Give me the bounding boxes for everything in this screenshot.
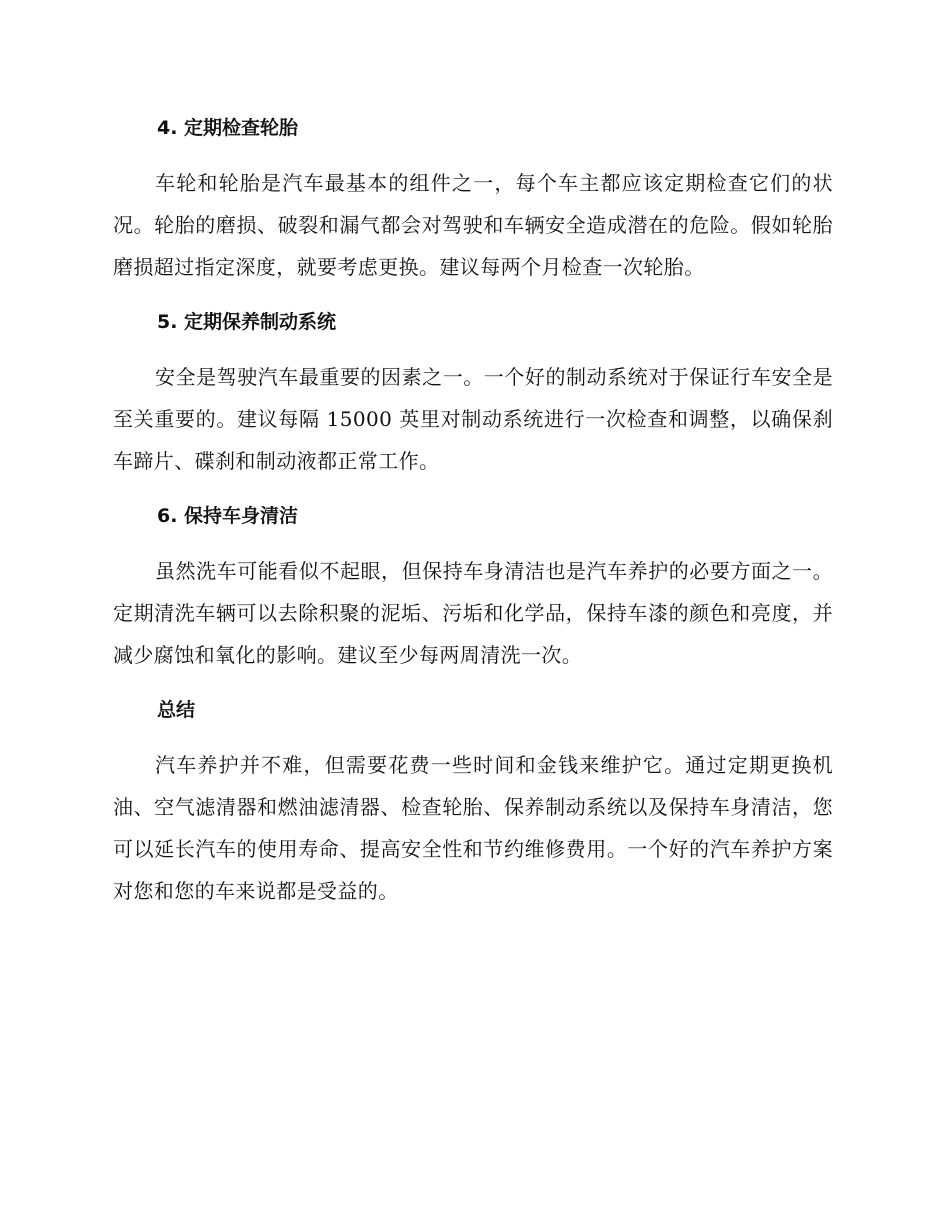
section-body-summary: 汽车养护并不难，但需要花费一些时间和金钱来维护它。通过定期更换机油、空气滤清器和燃油滤清器、检查轮胎、保养制动系统以及保持车身清洁，您可以延长汽车的使用寿命、提高安全性和节约维修费用。一个好的汽车养护方案对您和您的车来说都是受益的。 [113,753,833,903]
section-body-tires: 车轮和轮胎是汽车最基本的组件之一，每个车主都应该定期检查它们的状况。轮胎的磨损、破裂和漏气都会对驾驶和车辆安全造成潜在的危险。假如轮胎磨损超过指定深度，就要考虑更换。建议每两个月检查一次轮胎。 [113,171,833,279]
section-body-cleaning: 虽然洗车可能看似不起眼，但保持车身清洁也是汽车养护的必要方面之一。定期清洗车辆可以去除积聚的泥垢、污垢和化学品，保持车漆的颜色和亮度，并减少腐蚀和氧化的影响。建议至少每两周清洗一次。 [113,559,833,667]
section-heading-cleaning: 6. 保持车身清洁 [157,505,299,527]
section-heading-brakes: 5. 定期保养制动系统 [157,311,337,333]
section-heading-tires: 4. 定期检查轮胎 [157,117,299,139]
section-body-brakes: 安全是驾驶汽车最重要的因素之一。一个好的制动系统对于保证行车安全是至关重要的。建议每隔 15000 英里对制动系统进行一次检查和调整，以确保刹车蹄片、碟刹和制动液都正常工作。 [113,365,833,473]
section-heading-summary: 总结 [157,699,196,721]
